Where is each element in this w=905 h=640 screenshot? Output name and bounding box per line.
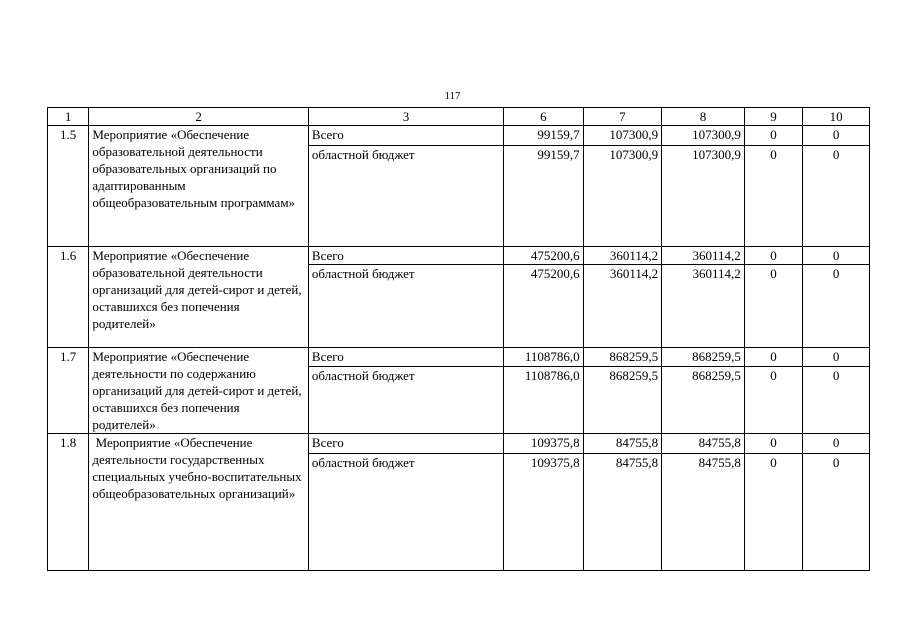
value-col10: 0	[803, 367, 870, 434]
value-col7: 107300,9	[583, 146, 661, 247]
value-col6: 99159,7	[504, 126, 584, 146]
value-col8: 360114,2	[662, 265, 745, 348]
page-number: 117	[444, 90, 461, 102]
value-col7: 84755,8	[583, 434, 661, 454]
row-number: 1.8	[48, 434, 89, 571]
value-col7: 868259,5	[583, 348, 661, 367]
table-row	[48, 247, 870, 265]
value-col9: 0	[744, 367, 802, 434]
activity-name: Мероприятие «Обеспечение образовательной деятельности образовательных организаций по адаптированным общеобразовательным программам»	[89, 126, 309, 247]
value-col8: 84755,8	[662, 434, 745, 454]
value-col9: 0	[744, 126, 802, 146]
table-row	[48, 126, 870, 146]
value-col10: 0	[803, 146, 870, 247]
value-col10: 0	[803, 265, 870, 348]
value-col10: 0	[803, 434, 870, 454]
header-cell: 6	[504, 108, 584, 126]
row-number: 1.5	[48, 126, 89, 247]
funding-source: Всего	[308, 126, 503, 146]
header-cell: 7	[583, 108, 661, 126]
activity-name: Мероприятие «Обеспечение деятельности по содержанию организаций для детей-сирот и детей, оставшихся без попечения родителей»	[89, 348, 309, 434]
value-col6: 475200,6	[504, 265, 584, 348]
header-cell: 3	[308, 108, 503, 126]
row-number: 1.7	[48, 348, 89, 434]
value-col10: 0	[803, 454, 870, 571]
value-col6: 99159,7	[504, 146, 584, 247]
value-col9: 0	[744, 434, 802, 454]
header-cell: 8	[662, 108, 745, 126]
funding-source: областной бюджет	[308, 454, 503, 571]
activity-name: Мероприятие «Обеспечение образовательной деятельности организаций для детей-сирот и детей, оставшихся без попечения родителей»	[89, 247, 309, 348]
value-col7: 107300,9	[583, 126, 661, 146]
table-row	[48, 434, 870, 454]
activity-name: Мероприятие «Обеспечение деятельности государственных специальных учебно-воспитательных общеобразовательных организаций»	[89, 434, 309, 571]
value-col9: 0	[744, 247, 802, 265]
funding-source: областной бюджет	[308, 265, 503, 348]
value-col8: 868259,5	[662, 367, 745, 434]
funding-source: Всего	[308, 247, 503, 265]
value-col7: 360114,2	[583, 247, 661, 265]
funding-source: Всего	[308, 434, 503, 454]
header-cell: 9	[744, 108, 802, 126]
value-col6: 109375,8	[504, 454, 584, 571]
row-number: 1.6	[48, 247, 89, 348]
value-col7: 868259,5	[583, 367, 661, 434]
header-row	[48, 108, 870, 126]
table-row	[48, 348, 870, 367]
value-col10: 0	[803, 126, 870, 146]
value-col7: 360114,2	[583, 265, 661, 348]
value-col10: 0	[803, 348, 870, 367]
value-col6: 1108786,0	[504, 367, 584, 434]
value-col10: 0	[803, 247, 870, 265]
header-cell: 2	[89, 108, 309, 126]
funding-source: Всего	[308, 348, 503, 367]
value-col9: 0	[744, 146, 802, 247]
budget-table	[47, 107, 870, 571]
funding-source: областной бюджет	[308, 146, 503, 247]
funding-source: областной бюджет	[308, 367, 503, 434]
value-col9: 0	[744, 454, 802, 571]
value-col6: 109375,8	[504, 434, 584, 454]
value-col9: 0	[744, 348, 802, 367]
value-col8: 360114,2	[662, 247, 745, 265]
value-col6: 475200,6	[504, 247, 584, 265]
value-col9: 0	[744, 265, 802, 348]
value-col8: 84755,8	[662, 454, 745, 571]
value-col8: 107300,9	[662, 146, 745, 247]
header-cell: 10	[803, 108, 870, 126]
value-col8: 107300,9	[662, 126, 745, 146]
value-col8: 868259,5	[662, 348, 745, 367]
header-cell: 1	[48, 108, 89, 126]
value-col7: 84755,8	[583, 454, 661, 571]
value-col6: 1108786,0	[504, 348, 584, 367]
